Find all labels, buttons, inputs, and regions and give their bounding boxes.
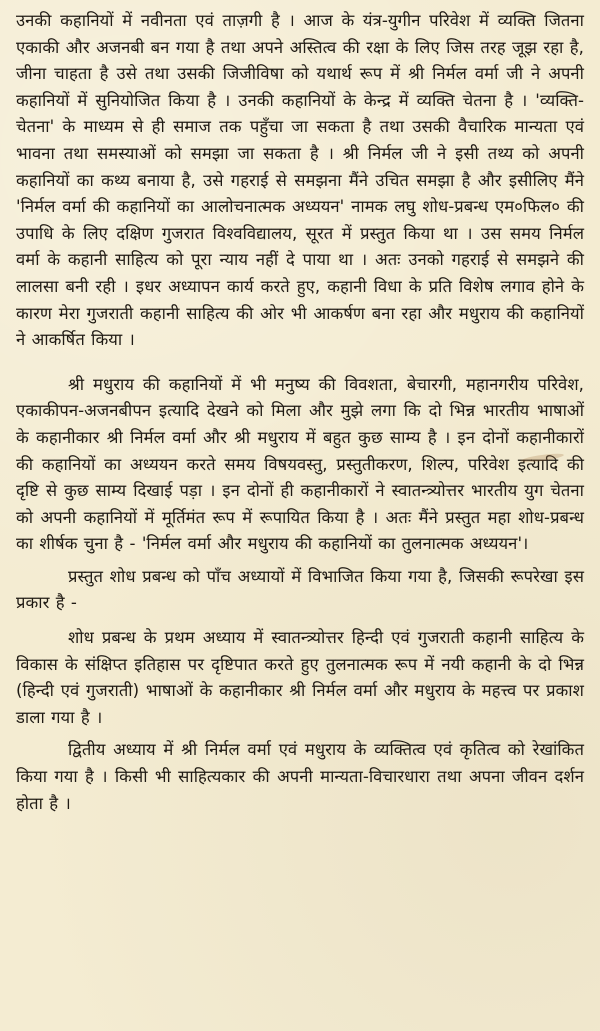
paragraph-first-chapter: शोध प्रबन्ध के प्रथम अध्याय में स्वातन्त्र्योत्तर हिन्दी एवं गुजराती कहानी साहित्य के विकास के संक्षिप्त इतिहास पर दृष्टिपात करते हुए तुलनात्मक रूप में नयी कहानी के दो भिन्न (हिन्दी एवं गुजराती) भाषाओं के कहानीकार श्री निर्मल वर्मा और मधुराय के महत्त्व पर प्रकाश डाला गया है । xyxy=(16,628,584,727)
paragraph-intro-continuation: उनकी कहानियों में नवीनता एवं ताज़गी है । आज के यंत्र-युगीन परिवेश में व्यक्ति जितना एकाकी और अजनबी बन गया है तथा अपने अस्तित्व की रक्षा के लिए जिस तरह जूझ रहा है, जीना चाहता है उसे तथा उसकी जिजीविषा को यथार्थ रूप में श्री निर्मल वर्मा जी ने अपनी कहानियों में सुनियोजित किया है । उनकी कहानियों के केन्द्र में व्यक्ति चेतना है । 'व्यक्ति-चेतना' के माध्यम से ही समाज तक पहुँचा जा सकता है तथा उसकी वैचारिक मान्यता एवं भावना तथा समस्याओं को समझा जा सकता है । श्री निर्मल जी ने इसी तथ्य को अपनी कहानियों का कथ्य बनाया है, उसे गहराई से समझना मैंने उचित समझा है और इसीलिए मैंने 'निर्मल वर्मा की कहानियों का आलोचनात्मक अध्ययन' नामक लघु शोध-प्रबन्ध एम०फिल० की उपाधि के लिए दक्षिण गुजरात विश्वविद्यालय, सूरत में प्रस्तुत किया था । उस समय निर्मल वर्मा के कहानी साहित्य को पूरा न्याय नहीं दे पाया था । अतः उनको गहराई से समझने की लालसा बनी रही । इधर अध्यापन कार्य करते हुए, कहानी विधा के प्रति विशेष लगाव होने के कारण मेरा गुजराती कहानी साहित्य की ओर भी आकर्षण बना रहा और मधुराय की कहानियों ने आकर्षित किया । xyxy=(16,11,584,350)
paragraph-madhurai-comparison: श्री मधुराय की कहानियों में भी मनुष्य की विवशता, बेचारगी, महानगरीय परिवेश, एकाकीपन-अजनबीपन इत्यादि देखने को मिला और मुझे लगा कि दो भिन्न भारतीय भाषाओं के कहानीकार श्री निर्मल वर्मा और श्री मधुराय में बहुत कुछ साम्य है । इन दोनों कहानीकारों की कहानियों का अध्ययन करते समय विषयवस्तु, प्रस्तुतीकरण, शिल्प, परिवेश इत्यादि की दृष्टि से कुछ साम्य दिखाई पड़ा । इन दोनों ही कहानीकारों ने स्वातन्त्र्योत्तर भारतीय युग चेतना को अपनी कहानियों में मूर्तिमंत रूप में रूपायित किया है । अतः मैंने प्रस्तुत महा शोध-प्रबन्ध का शीर्षक चुना है - 'निर्मल वर्मा और मधुराय की कहानियों का तुलनात्मक अध्ययन'। xyxy=(16,374,584,554)
paragraph-second-chapter: द्वितीय अध्याय में श्री निर्मल वर्मा एवं मधुराय के व्यक्तित्व एवं कृतित्व को रेखांकित किया गया है । किसी भी साहित्यकार की अपनी मान्यता-विचारधारा तथा अपना जीवन दर्शन होता है । xyxy=(16,740,584,813)
paragraph-chapter-overview: प्रस्तुत शोध प्रबन्ध को पाँच अध्यायों में विभाजित किया गया है, जिसकी रूपरेखा इस प्रकार है - xyxy=(16,566,584,613)
